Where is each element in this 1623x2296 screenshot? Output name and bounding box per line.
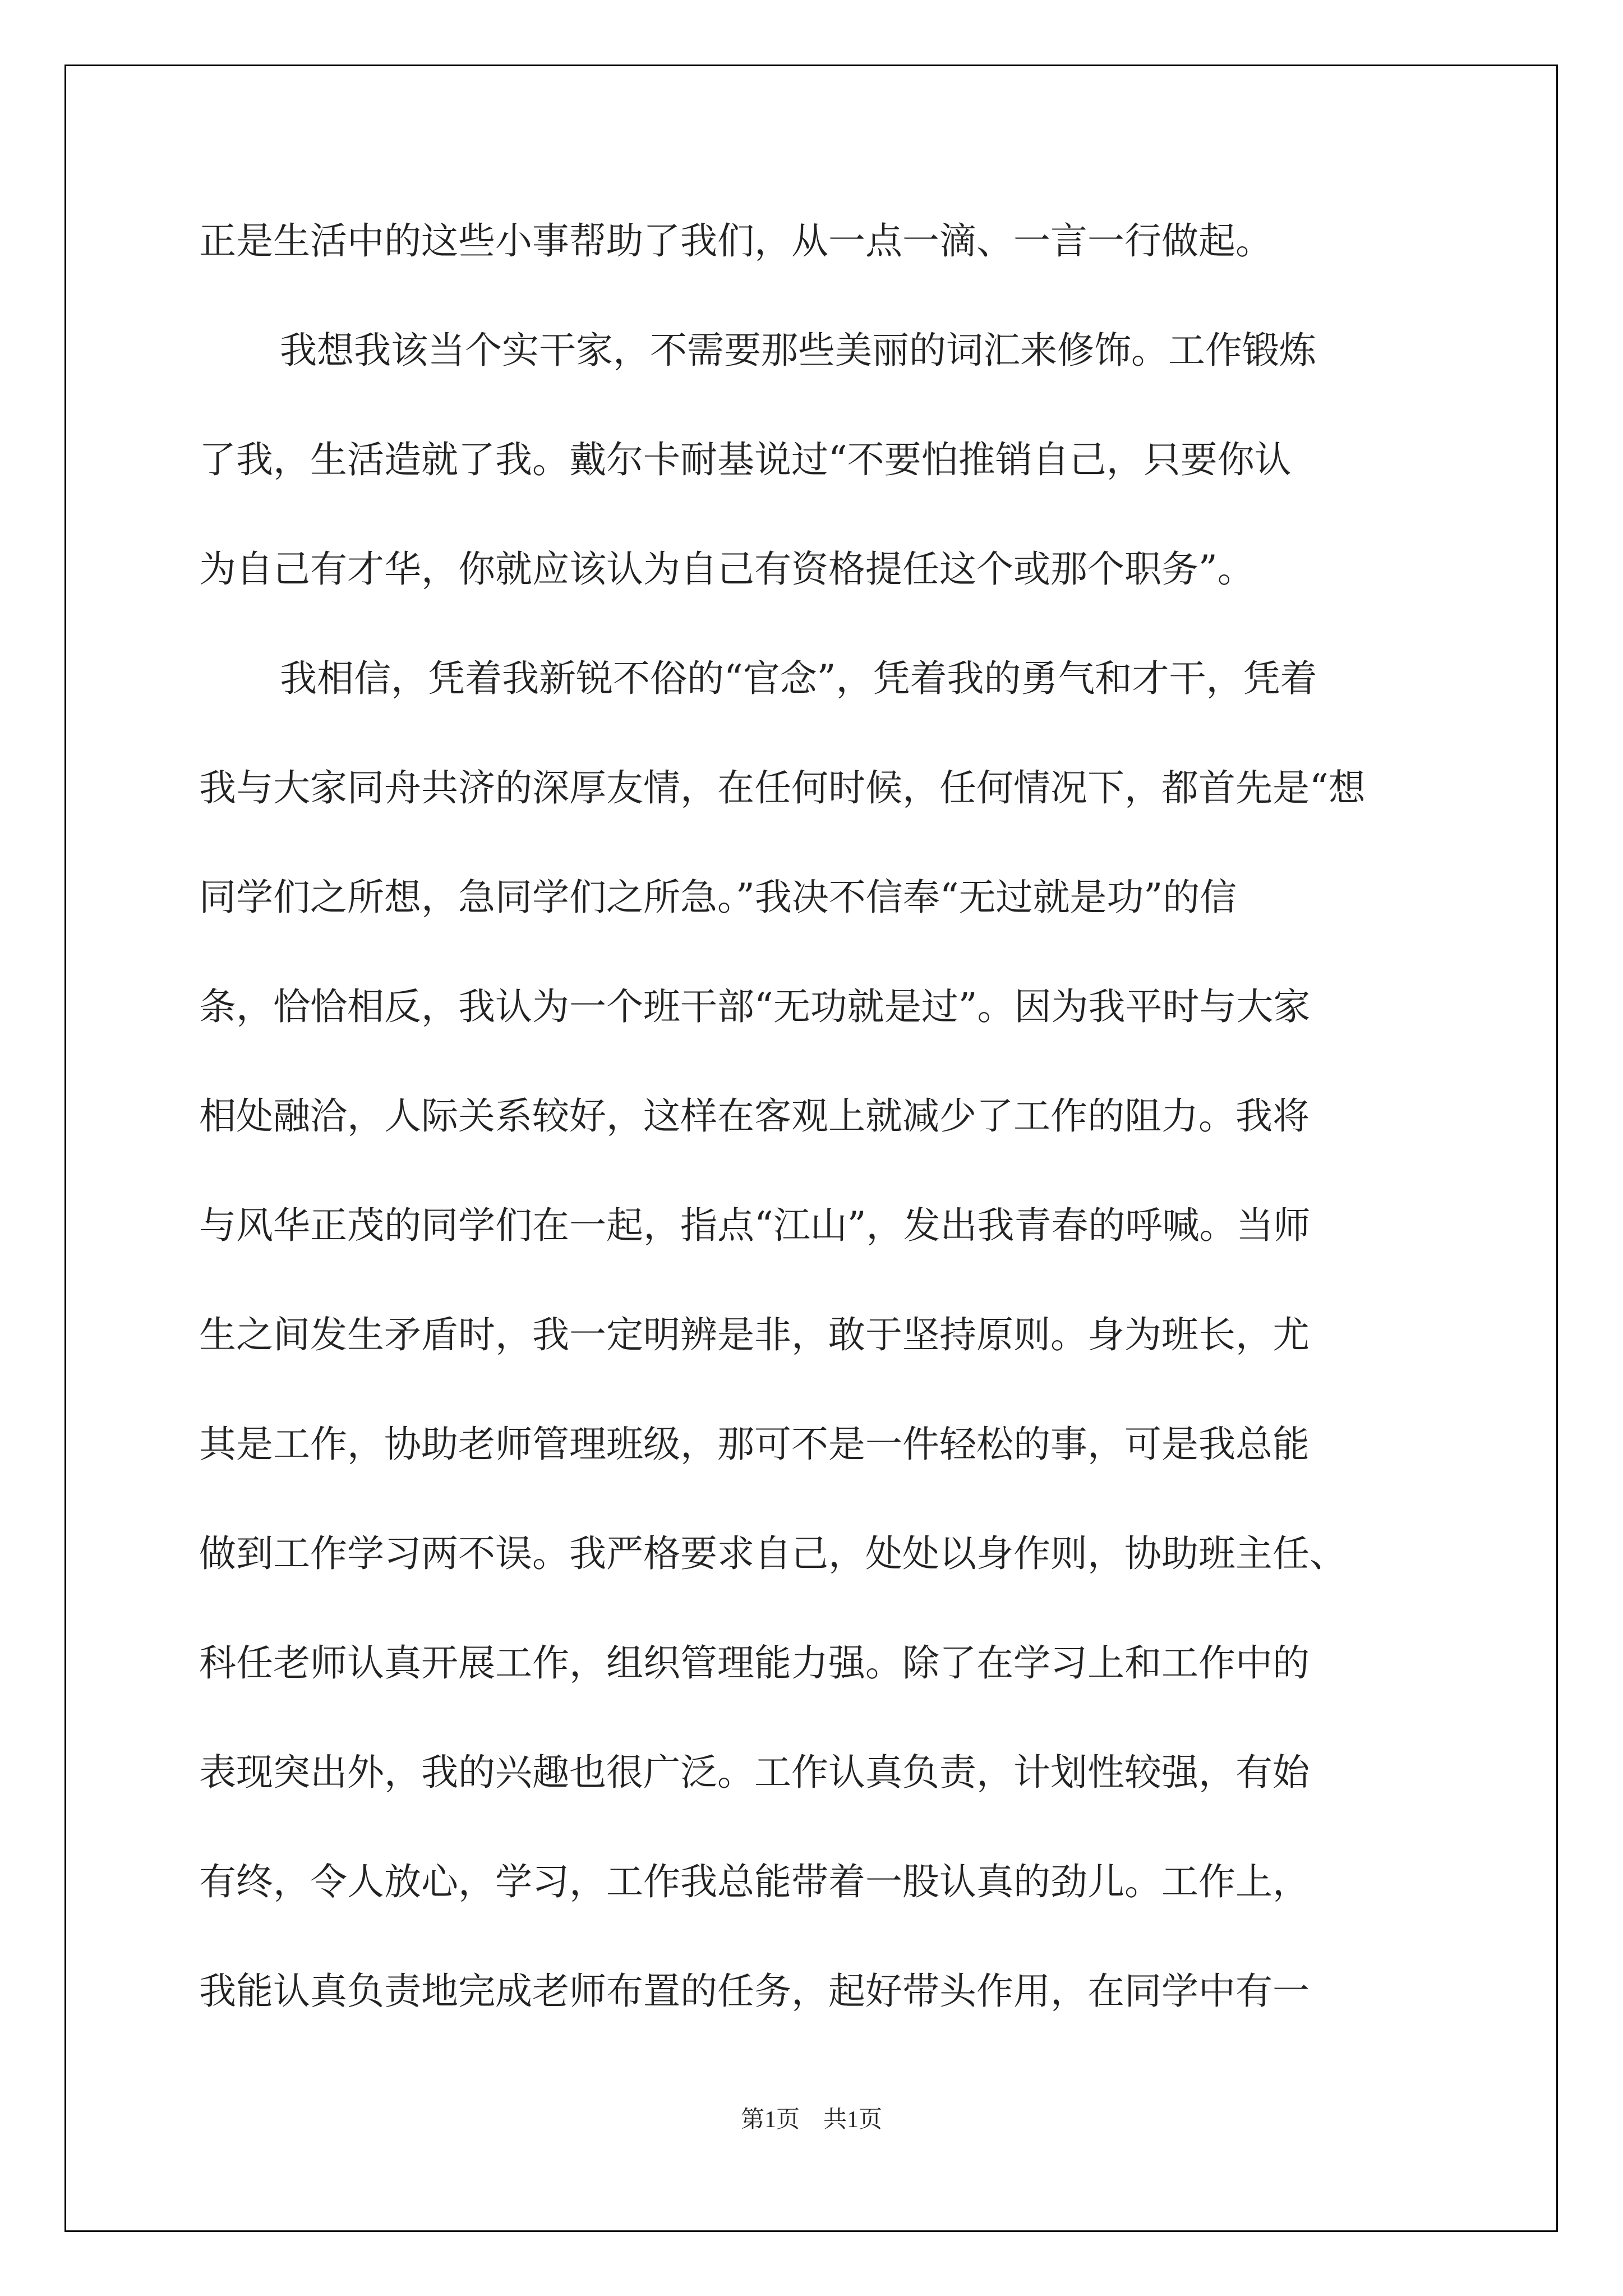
text-line: 同学们之所想，急同学们之所急。”我决不信奉“无过就是功”的信 [199,876,1237,919]
text-line: 相处融洽，人际关系较好，这样在客观上就减少了工作的阻力。我将 [199,1094,1310,1138]
text-line: 表现突出外，我的兴趣也很广泛。工作认真负责，计划性较强，有始 [199,1751,1310,1794]
text-line: 我相信，凭着我新锐不俗的“官念”，凭着我的勇气和才干，凭着 [280,657,1317,700]
text-line: 生之间发生矛盾时，我一定明辨是非，敢于坚持原则。身为班长，尤 [199,1313,1310,1356]
text-line: 我想我该当个实干家，不需要那些美丽的词汇来修饰。工作锻炼 [280,329,1316,372]
text-line: 我与大家同舟共济的深厚友情，在任何时候，任何情况下，都首先是“想 [199,766,1366,809]
text-line: 有终，令人放心，学习，工作我总能带着一股认真的劲儿。工作上， [199,1860,1310,1903]
page-footer: 第1页 共1页 [740,2107,882,2133]
text-line: 了我，生活造就了我。戴尔卡耐基说过“不要怕推销自己，只要你认 [199,438,1292,481]
text-line: 其是工作，协助老师管理班级，那可不是一件轻松的事，可是我总能 [199,1423,1310,1466]
text-line: 条，恰恰相反，我认为一个班干部“无功就是过”。因为我平时与大家 [199,985,1311,1028]
text-line: 做到工作学习两不误。我严格要求自己，处处以身作则，协助班主任、 [199,1532,1347,1575]
text-line: 正是生活中的这些小事帮助了我们，从一点一滴、一言一行做起。 [199,219,1272,263]
text-line: 为自己有才华，你就应该认为自己有资格提任这个或那个职务”。 [199,547,1255,591]
text-line: 我能认真负责地完成老师布置的任务，起好带头作用，在同学中有一 [199,1970,1310,2013]
text-line: 科任老师认真开展工作，组织管理能力强。除了在学习上和工作中的 [199,1641,1310,1685]
text-line: 与风华正茂的同学们在一起，指点“江山”，发出我青春的呼喊。当师 [199,1204,1311,1247]
